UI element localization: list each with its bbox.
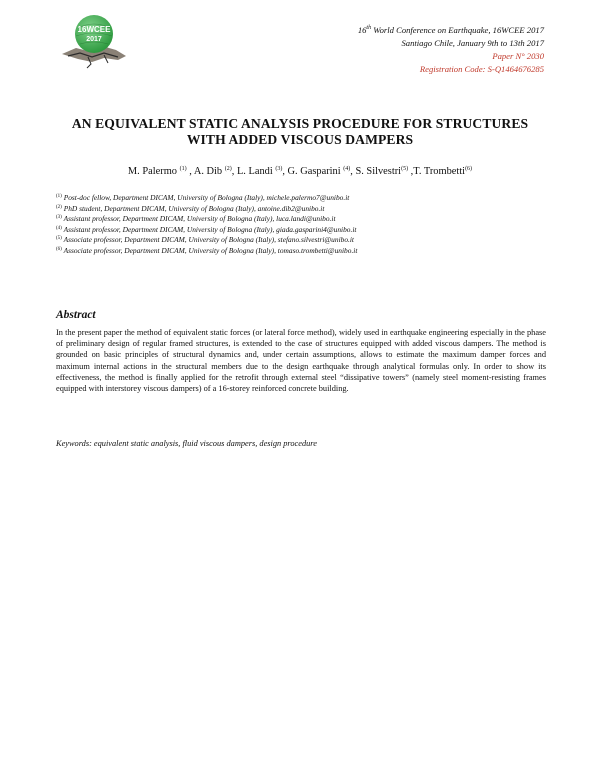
paper-title-line-2: WITH ADDED VISCOUS DAMPERS <box>186 132 414 147</box>
affiliation-item: $^{(6)}$ Associate professor, Department DICAM, University of Bologna (Italy), tomaso.trombetti@unibo.it <box>56 245 358 255</box>
author: L. Landi $^{(3)}$ <box>236 166 283 177</box>
conference-name: 16th World Conference on Earthquake, 16WCEE 2017 <box>357 25 544 35</box>
conference-globe-logo-icon <box>58 10 130 70</box>
paper-number: Paper N° 2030 <box>492 51 544 61</box>
abstract-body: In the present paper the method of equivalent static forces (or lateral force method), widely used in earthquake engineering especially in the phase of preliminary design of regular framed structures, is extended to the case of structures equipped with added viscous dampers. The method is grounded on basic principles of structural dynamics and, under certain assumptions, allows to estimate the maximum damper forces and maximum internal actions in the structural members due to the design earthquake through analytical formulas only. In order to show its effectiveness, the method is finally applied for the retrofit through external steel “dissipative towers” (namely steel moment-resisting frames equipped with interstorey viscous dampers) of a 16-storey reinforced concrete building. <box>56 328 546 394</box>
affiliations <box>56 193 556 257</box>
author: T. Trombetti$^{(6)}$ <box>413 166 473 177</box>
affiliation-item: $^{(1)}$ Post-doc fellow, Department DICAM, University of Bologna (Italy), michele.palermo7@unibo.it <box>56 193 350 202</box>
logo-text-2: 2017 <box>86 36 102 43</box>
author: G. Gasparini $^{(4)}$ <box>287 166 351 177</box>
author: M. Palermo $^{(1)}$ <box>127 166 187 177</box>
author-list: M. Palermo $^{(1)}$ , A. Dib $^{(2)}$, L. Landi $^{(3)}$, G. Gasparini $^{(4)}$, S. Silvestri$^{(5)}$ ,T. Trombetti$^{(6)}$ <box>127 166 473 177</box>
conference-logo <box>58 10 130 70</box>
logo-text-1: 16WCEE <box>77 25 111 34</box>
author: S. Silvestri$^{(5)}$ <box>355 166 409 177</box>
affiliation-item: $^{(5)}$ Associate professor, Department DICAM, University of Bologna (Italy), stefano.silvestri@unibo.it <box>56 235 354 245</box>
affiliation-item: $^{(3)}$ Assistant professor, Department DICAM, University of Bologna (Italy), luca.landi@unibo.it <box>56 214 336 224</box>
author: A. Dib $^{(2)}$ <box>193 166 232 177</box>
conference-location: Santiago Chile, January 9th to 13th 2017 <box>401 38 544 48</box>
paper-title-line-1: AN EQUIVALENT STATIC ANALYSIS PROCEDURE FOR STRUCTURES <box>71 116 529 131</box>
conference-info <box>284 24 544 76</box>
registration-code: Registration Code: S-Q1464676285 <box>419 64 544 74</box>
paper-title <box>40 116 560 148</box>
affiliation-item: $^{(2)}$ PhD student, Department DICAM, University of Bologna (Italy), antoine.dib2@unibo.it <box>56 203 325 213</box>
keywords: Keywords: equivalent static analysis, fluid viscous dampers, design procedure <box>56 439 317 448</box>
affiliation-item: $^{(4)}$ Assistant professor, Department DICAM, University of Bologna (Italy), giada.gasparini4@unibo.it <box>56 224 357 234</box>
abstract-heading: Abstract <box>56 309 96 321</box>
